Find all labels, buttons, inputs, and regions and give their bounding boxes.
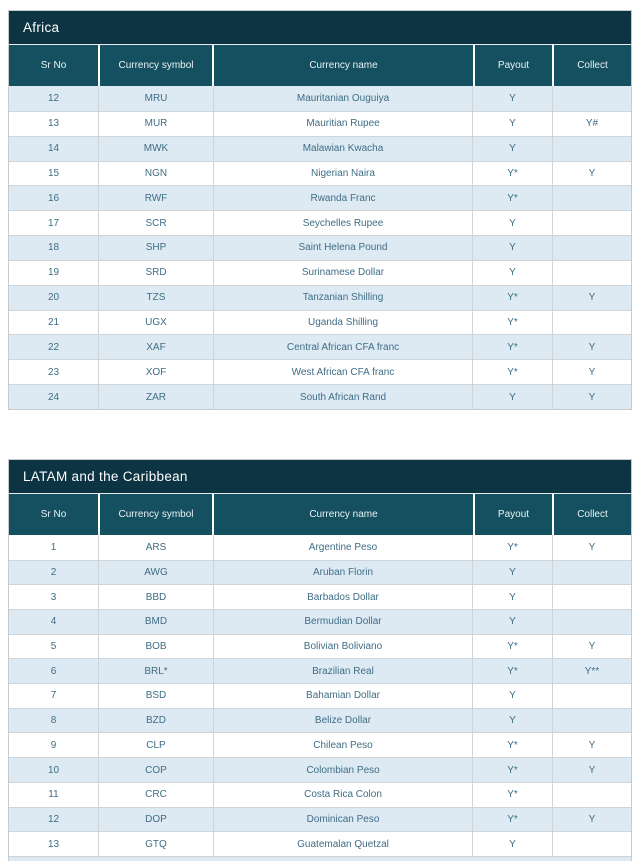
cell-currency-symbol: BZD xyxy=(98,709,213,733)
cell-currency-name: Rwanda Franc xyxy=(213,186,472,210)
cell-sr-no: 23 xyxy=(47,366,60,378)
cell-currency-name: Brazilian Real xyxy=(213,659,472,683)
cell-collect xyxy=(552,783,631,807)
cell-payout: Y xyxy=(472,561,552,585)
cell-sr-no: 17 xyxy=(47,217,60,229)
cell-payout: Y xyxy=(472,261,552,285)
cell-collect xyxy=(552,832,631,856)
cell-collect: Y xyxy=(552,733,631,757)
cell-sr-no: 6 xyxy=(50,665,57,677)
cell-sr-no: 19 xyxy=(47,267,60,279)
column-header-currency-symbol: Currency symbol xyxy=(98,45,212,86)
cell-sr-no: 13 xyxy=(47,118,60,130)
currency-row xyxy=(9,185,631,210)
cell-currency-symbol: MUR xyxy=(98,112,213,136)
cell-collect: Y xyxy=(552,335,631,359)
cell-sr-no: 8 xyxy=(50,715,57,727)
cell-currency-name: Nigerian Naira xyxy=(213,162,472,186)
column-header-collect: Collect xyxy=(552,45,631,86)
cell-sr-no: 9 xyxy=(50,739,57,751)
cell-payout: Y xyxy=(472,137,552,161)
cell-currency-name: Guatemalan Quetzal xyxy=(213,832,472,856)
cell-currency-name: Seychelles Rupee xyxy=(213,211,472,235)
cell-collect xyxy=(552,561,631,585)
currency-row xyxy=(9,831,631,856)
cell-collect xyxy=(552,585,631,609)
cell-payout: Y xyxy=(472,610,552,634)
cell-currency-name: Bermudian Dollar xyxy=(213,610,472,634)
cut-off-next-row xyxy=(9,856,631,861)
currency-row xyxy=(9,359,631,384)
cell-collect: Y xyxy=(552,535,631,560)
africa-title-bar xyxy=(9,11,631,44)
column-header-sr-no: Sr No xyxy=(9,494,98,535)
cell-currency-symbol: NGN xyxy=(98,162,213,186)
cell-sr-no: 24 xyxy=(47,391,60,403)
cell-payout: Y* xyxy=(472,758,552,782)
cell-currency-name: Saint Helena Pound xyxy=(213,236,472,260)
cell-currency-symbol: GTQ xyxy=(98,832,213,856)
cell-currency-name: Colombian Peso xyxy=(213,758,472,782)
cell-currency-symbol: XAF xyxy=(98,335,213,359)
cell-currency-symbol: MWK xyxy=(98,137,213,161)
cell-currency-symbol: SCR xyxy=(98,211,213,235)
cell-currency-symbol: SHP xyxy=(98,236,213,260)
cell-collect xyxy=(552,311,631,335)
cell-collect: Y** xyxy=(552,659,631,683)
cell-sr-no: 15 xyxy=(47,167,60,179)
currency-row xyxy=(9,384,631,409)
cell-collect xyxy=(552,236,631,260)
cell-currency-symbol: COP xyxy=(98,758,213,782)
cell-currency-name: Tanzanian Shilling xyxy=(213,286,472,310)
currency-row xyxy=(9,161,631,186)
cell-payout: Y xyxy=(472,684,552,708)
column-header-collect: Collect xyxy=(552,494,631,535)
cell-currency-name: Bahamian Dollar xyxy=(213,684,472,708)
cell-sr-no: 5 xyxy=(50,641,57,653)
currency-row xyxy=(9,708,631,733)
cell-payout: Y xyxy=(472,832,552,856)
africa-table-title: Africa xyxy=(23,20,60,35)
cell-sr-no: 22 xyxy=(47,341,60,353)
cell-currency-name: Costa Rica Colon xyxy=(213,783,472,807)
cell-collect: Y xyxy=(552,635,631,659)
cell-sr-no: 11 xyxy=(48,789,59,801)
cell-payout: Y* xyxy=(472,162,552,186)
cell-currency-name: Surinamese Dollar xyxy=(213,261,472,285)
cell-sr-no: 12 xyxy=(47,813,60,825)
cell-currency-symbol: CRC xyxy=(98,783,213,807)
currency-row xyxy=(9,807,631,832)
cell-payout: Y* xyxy=(472,808,552,832)
column-header-currency-symbol: Currency symbol xyxy=(98,494,212,535)
cell-collect: Y xyxy=(552,360,631,384)
currency-row xyxy=(9,732,631,757)
region-table-latam xyxy=(8,459,632,861)
latam-table-body xyxy=(9,535,631,861)
cell-currency-name: Central African CFA franc xyxy=(213,335,472,359)
cell-currency-name: West African CFA franc xyxy=(213,360,472,384)
cell-payout: Y* xyxy=(472,311,552,335)
cell-currency-name: Belize Dollar xyxy=(213,709,472,733)
cell-currency-symbol: BMD xyxy=(98,610,213,634)
currency-row xyxy=(9,609,631,634)
cell-payout: Y* xyxy=(472,360,552,384)
cell-sr-no: 18 xyxy=(47,242,60,254)
cell-payout: Y* xyxy=(472,186,552,210)
column-header-currency-name: Currency name xyxy=(212,494,473,535)
cell-payout: Y* xyxy=(472,733,552,757)
cell-payout: Y* xyxy=(472,335,552,359)
currency-row xyxy=(9,260,631,285)
cell-collect: Y xyxy=(552,808,631,832)
currency-row xyxy=(9,285,631,310)
currency-row xyxy=(9,310,631,335)
cell-payout: Y xyxy=(472,585,552,609)
cell-currency-name: Dominican Peso xyxy=(213,808,472,832)
cell-currency-symbol: XOF xyxy=(98,360,213,384)
cell-payout: Y* xyxy=(472,659,552,683)
cell-currency-symbol: BOB xyxy=(98,635,213,659)
cell-sr-no: 1 xyxy=(50,541,57,553)
currency-row xyxy=(9,634,631,659)
cell-collect: Y xyxy=(552,162,631,186)
currency-row xyxy=(9,235,631,260)
column-header-currency-name: Currency name xyxy=(212,45,473,86)
cell-currency-symbol: DOP xyxy=(98,808,213,832)
cell-currency-name: Mauritanian Ouguiya xyxy=(213,86,472,111)
cell-currency-name: Malawian Kwacha xyxy=(213,137,472,161)
cell-sr-no: 2 xyxy=(50,567,57,578)
cell-payout: Y* xyxy=(472,783,552,807)
cell-sr-no: 16 xyxy=(47,192,60,204)
cell-collect xyxy=(552,709,631,733)
cell-collect xyxy=(552,261,631,285)
cell-payout: Y xyxy=(472,236,552,260)
cell-sr-no: 3 xyxy=(50,591,57,603)
cell-collect xyxy=(552,211,631,235)
cell-sr-no: 10 xyxy=(47,764,60,776)
currency-row xyxy=(9,111,631,136)
cell-currency-name: South African Rand xyxy=(213,385,472,409)
currency-row xyxy=(9,658,631,683)
cell-collect xyxy=(552,86,631,111)
cell-payout: Y xyxy=(472,385,552,409)
cell-currency-symbol: RWF xyxy=(98,186,213,210)
cell-currency-name: Argentine Peso xyxy=(213,535,472,560)
currency-row xyxy=(9,757,631,782)
column-header-payout: Payout xyxy=(473,45,552,86)
cell-collect: Y xyxy=(552,385,631,409)
currency-row xyxy=(9,334,631,359)
cell-payout: Y xyxy=(472,709,552,733)
cell-sr-no: 7 xyxy=(50,690,57,702)
cell-sr-no: 21 xyxy=(47,317,60,329)
cell-payout: Y xyxy=(472,112,552,136)
cell-payout: Y xyxy=(472,211,552,235)
cell-collect: Y xyxy=(552,286,631,310)
column-header-sr-no: Sr No xyxy=(9,45,98,86)
cell-sr-no: 13 xyxy=(47,838,60,850)
latam-title-bar xyxy=(9,460,631,493)
cell-currency-symbol: ARS xyxy=(98,535,213,560)
africa-table-body xyxy=(9,86,631,409)
cell-sr-no: 14 xyxy=(47,143,60,155)
cell-collect xyxy=(552,684,631,708)
cell-currency-name: Bolivian Boliviano xyxy=(213,635,472,659)
cell-payout: Y xyxy=(472,86,552,111)
cell-currency-symbol: BSD xyxy=(98,684,213,708)
cell-currency-name: Barbados Dollar xyxy=(213,585,472,609)
cell-payout: Y* xyxy=(472,286,552,310)
latam-header-row xyxy=(9,493,631,535)
currency-row xyxy=(9,210,631,235)
cell-currency-name: Aruban Florin xyxy=(213,561,472,585)
cell-sr-no: 20 xyxy=(47,292,60,304)
currency-row xyxy=(9,584,631,609)
cell-collect: Y# xyxy=(552,112,631,136)
cell-payout: Y* xyxy=(472,635,552,659)
cell-currency-symbol: ZAR xyxy=(98,385,213,409)
currency-row xyxy=(9,535,631,560)
region-table-africa xyxy=(8,10,632,410)
africa-header-row xyxy=(9,44,631,86)
latam-table-title: LATAM and the Caribbean xyxy=(23,468,188,484)
cell-currency-symbol: BBD xyxy=(98,585,213,609)
cell-currency-symbol: UGX xyxy=(98,311,213,335)
cell-collect: Y xyxy=(552,758,631,782)
cell-currency-name: Mauritian Rupee xyxy=(213,112,472,136)
cell-currency-symbol: AWG xyxy=(98,561,213,585)
cell-sr-no: 4 xyxy=(50,616,57,628)
cell-sr-no: 12 xyxy=(47,92,60,104)
cell-collect xyxy=(552,186,631,210)
cell-collect xyxy=(552,610,631,634)
column-header-payout: Payout xyxy=(473,494,552,535)
currency-row xyxy=(9,683,631,708)
cell-currency-symbol: CLP xyxy=(98,733,213,757)
currency-row xyxy=(9,782,631,807)
cell-collect xyxy=(552,137,631,161)
cell-currency-name: Chilean Peso xyxy=(213,733,472,757)
cell-currency-symbol: TZS xyxy=(98,286,213,310)
currency-row xyxy=(9,136,631,161)
cell-payout: Y* xyxy=(472,535,552,560)
cell-currency-symbol: SRD xyxy=(98,261,213,285)
currency-row xyxy=(9,560,631,585)
cell-currency-symbol: MRU xyxy=(98,86,213,111)
cell-currency-name: Uganda Shilling xyxy=(213,311,472,335)
cell-currency-symbol: BRL* xyxy=(98,659,213,683)
currency-row xyxy=(9,86,631,111)
